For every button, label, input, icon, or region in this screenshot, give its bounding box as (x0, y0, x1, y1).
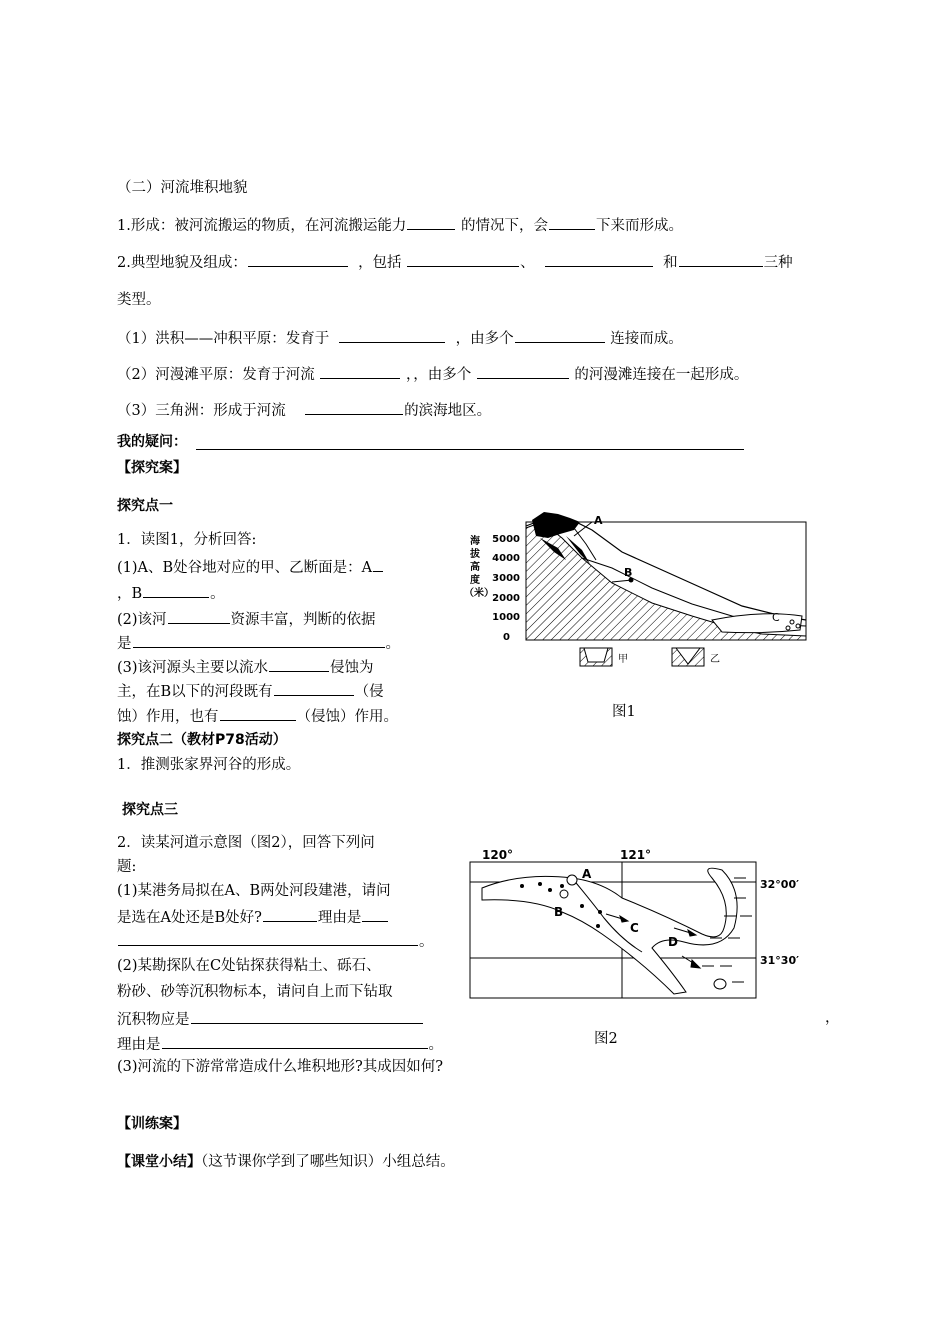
p1-sub1-b: ，B 。 (117, 582, 225, 604)
q2-typical-landforms: 2.典型地貌及组成： ，包括 、 和 三种 (117, 251, 793, 273)
figure-1-river-profile (462, 508, 812, 686)
training-heading: 【训练案】 (117, 1116, 187, 1132)
p3-sub1-c: 。 (117, 930, 434, 952)
p3-sub2: (2)某勘探队在C处钻探获得粘土、砾石、 (117, 958, 381, 974)
fig1-tick-4000: 4000 (492, 553, 520, 564)
fig1-label-c: C (772, 611, 780, 624)
fig1-ylabel-2: 高 (470, 562, 480, 573)
explore-point-1: 探究点一 (117, 498, 173, 514)
fig2-label-a: A (582, 867, 592, 881)
fig2-label-b: B (554, 905, 564, 919)
p3-sub2-d: 理由是 。 (117, 1033, 443, 1055)
fig2-label-c: C (630, 921, 639, 935)
p2-question: 1．推测张家界河谷的形成。 (117, 757, 301, 773)
p1-sub3-c: 蚀）作用，也有 （侵蚀）作用。 (117, 705, 398, 727)
p3-sub2-comma: ， (825, 1010, 840, 1026)
class-summary: 【课堂小结】（这节课你学到了哪些知识）小组总结。 (117, 1154, 455, 1170)
explore-point-3: 探究点三 (122, 802, 178, 818)
p1-sub3: (3)该河源头主要以流水 侵蚀为 (117, 656, 374, 678)
figure-2-caption: 图2 (594, 1031, 618, 1047)
p3-sub3: (3)河流的下游常常造成什么堆积地形?其成因如何? (117, 1059, 444, 1075)
explore-case-heading: 【探究案】 (117, 460, 187, 476)
p3-question: 2．读某河道示意图（图2），回答下列问 (117, 835, 375, 851)
p1-sub2-b: 是 。 (117, 632, 400, 654)
fig2-label-d: D (668, 935, 678, 949)
figure-2-river-channel (462, 842, 812, 1002)
figure-1-caption: 图1 (612, 704, 636, 720)
fig2-lat-3200: 32°00′ (760, 878, 800, 891)
section-title: （二）河流堆积地貌 (117, 180, 248, 196)
p1-sub3-b: 主，在B以下的河段既有 （侵 (117, 680, 384, 702)
p1-sub2: (2)该河 资源丰富，判断的依据 (117, 608, 376, 630)
fig1-ylabel-1: 拔 (470, 549, 480, 560)
p3-sub2-c: 沉积物应是 (117, 1008, 424, 1030)
fig1-tick-3000: 3000 (492, 573, 520, 584)
p3-sub1: (1)某港务局拟在A、B两处河段建港，请问 (117, 883, 391, 899)
fig1-label-a: A (594, 514, 603, 527)
fig2-lat-3130: 31°30′ (760, 954, 800, 967)
explore-point-2: 探究点二（教材P78活动） (117, 732, 287, 748)
fig1-legend-yi: 乙 (710, 654, 720, 665)
p3-sub2-b: 粉砂、砂等沉积物标本，请问自上而下钻取 (117, 984, 393, 1000)
my-question-line[interactable] (196, 449, 744, 450)
fig1-tick-2000: 2000 (492, 593, 520, 604)
p1-sub1: (1)A、B处谷地对应的甲、乙断面是：A (117, 556, 384, 578)
sub3-delta: （3）三角洲：形成于河流 的滨海地区。 (117, 399, 491, 421)
fig2-lon-120: 120° (482, 848, 514, 862)
q2-type-suffix: 类型。 (117, 292, 161, 308)
fig2-lon-121: 121° (620, 848, 652, 862)
my-question-label: 我的疑问： (117, 434, 187, 450)
p1-question: 1．读图1，分析回答: (117, 532, 257, 548)
fig1-legend-jia: 甲 (618, 654, 628, 665)
p3-sub1-b: 是选在A处还是B处好? 理由是 (117, 906, 389, 928)
fig1-ylabel-0: 海 (470, 536, 480, 547)
sub1-alluvial-fan: （1）洪积——冲积平原：发育于 ，由多个 连接而成。 (117, 327, 683, 349)
p3-question-b: 题: (117, 859, 137, 875)
fig1-tick-1000: 1000 (492, 612, 520, 623)
sub2-floodplain: （2）河漫滩平原：发育于河流 ，，由多个 的河漫滩连接在一起形成。 (117, 363, 748, 385)
fig1-tick-5000: 5000 (492, 534, 520, 545)
fig1-label-b: B (624, 566, 633, 579)
fig1-ylabel-4: （米） (464, 588, 494, 599)
q1-formation: 1.形成：被河流搬运的物质，在河流搬运能力 的情况下，会 下来而形成。 (117, 214, 683, 236)
fig1-ylabel-3: 度 (470, 575, 480, 586)
fig1-tick-0: 0 (503, 632, 510, 643)
